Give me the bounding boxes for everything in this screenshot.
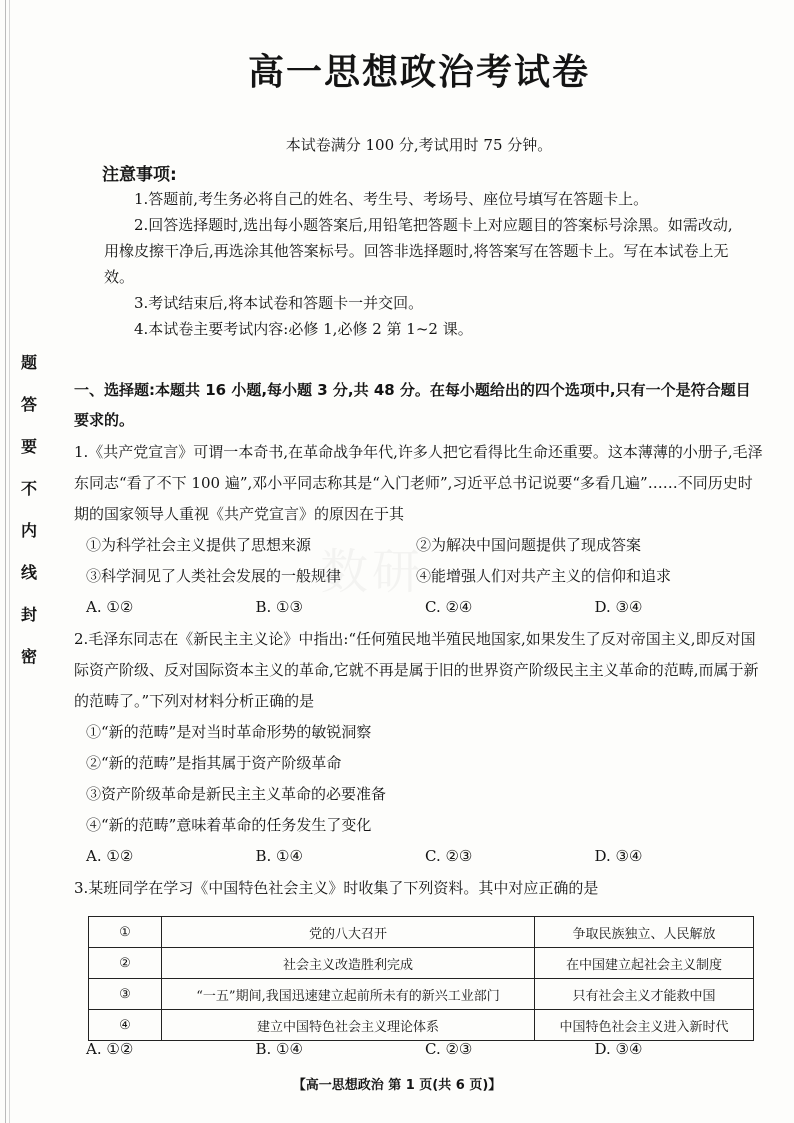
exam-info: 本试卷满分 100 分,考试用时 75 分钟。 <box>285 136 553 154</box>
table-cell: “一五”期间,我国迅速建立起前所未有的新兴工业部门 <box>162 979 535 1010</box>
choice-d: D. ③④ <box>594 1040 643 1058</box>
notice-list <box>104 186 744 342</box>
question-stem: 3.某班同学在学习《中国特色社会主义》时收集了下列资料。其中对应正确的是 <box>74 879 599 897</box>
seal-char: 内 <box>20 521 37 540</box>
notice-item: 1.答题前,考生务必将自己的姓名、考生号、考场号、座位号填写在答题卡上。 <box>134 190 649 208</box>
question-1 <box>74 437 764 623</box>
binding-rule <box>5 0 6 1123</box>
choice-b: B. ①③ <box>255 598 303 616</box>
table-cell: ③ <box>89 979 162 1010</box>
table-cell: ② <box>89 948 162 979</box>
question-options <box>74 530 764 592</box>
seal-line-text <box>14 355 44 691</box>
choice-c: C. ②④ <box>425 598 473 616</box>
choice-b: B. ①④ <box>255 1040 303 1058</box>
table-row <box>89 948 754 979</box>
table-cell: 社会主义改造胜利完成 <box>162 948 535 979</box>
choice-d: D. ③④ <box>594 847 643 865</box>
section-heading: 一、选择题:本题共 16 小题,每小题 3 分,共 48 分。在每小题给出的四个选项中,只有一个是符合题目要求的。 <box>74 381 751 429</box>
question-3 <box>74 873 764 904</box>
option-item: ④能增强人们对共产主义的信仰和追求 <box>416 567 672 585</box>
table-cell: ① <box>89 917 162 948</box>
option-item: ②“新的范畴”是指其属于资产阶级革命 <box>86 754 342 772</box>
notice-heading: 注意事项: <box>102 165 177 185</box>
notice-item: 2.回答选择题时,选出每小题答案后,用铅笔把答题卡上对应题目的答案标号涂黑。如需改动,用橡皮擦干净后,再选涂其他答案标号。回答非选择题时,将答案写在答题卡上。写在本试卷上无效。 <box>104 216 733 286</box>
seal-char: 要 <box>20 437 37 456</box>
page-footer: 【高一思想政治 第 1 页(共 6 页)】 <box>292 1078 502 1093</box>
table-cell: 党的八大召开 <box>162 917 535 948</box>
option-item: ①为科学社会主义提供了思想来源 <box>86 536 312 554</box>
choice-c: C. ②③ <box>425 1040 473 1058</box>
option-item: ④“新的范畴”意味着革命的任务发生了变化 <box>86 816 372 834</box>
seal-char: 线 <box>20 563 37 582</box>
notice-item: 4.本试卷主要考试内容:必修 1,必修 2 第 1~2 课。 <box>134 320 473 338</box>
option-item: ①“新的范畴”是对当时革命形势的敏锐洞察 <box>86 723 372 741</box>
answer-choices <box>74 841 764 872</box>
seal-char: 题 <box>20 353 37 372</box>
choice-b: B. ①④ <box>255 847 303 865</box>
table-cell: 建立中国特色社会主义理论体系 <box>162 1010 535 1041</box>
option-item: ③资产阶级革命是新民主主义革命的必要准备 <box>86 785 387 803</box>
answer-choices <box>74 592 764 623</box>
choice-a: A. ①② <box>86 1040 134 1058</box>
material-table <box>88 916 754 1041</box>
table-cell: 争取民族独立、人民解放 <box>535 917 754 948</box>
option-item: ②为解决中国问题提供了现成答案 <box>416 536 642 554</box>
table-cell: 中国特色社会主义进入新时代 <box>535 1010 754 1041</box>
binding-rule-inner <box>9 0 10 1123</box>
choice-c: C. ②③ <box>425 847 473 865</box>
choice-a: A. ①② <box>86 598 134 616</box>
table-cell: 在中国建立起社会主义制度 <box>535 948 754 979</box>
question-2 <box>74 624 764 872</box>
seal-char: 封 <box>20 605 37 624</box>
table-cell: ④ <box>89 1010 162 1041</box>
page-title: 高一思想政治考试卷 <box>247 52 590 93</box>
choice-d: D. ③④ <box>594 598 643 616</box>
question-stem: 2.毛泽东同志在《新民主主义论》中指出:“任何殖民地半殖民地国家,如果发生了反对帝国主义,即反对国际资产阶级、反对国际资本主义的革命,它就不再是属于旧的世界资产阶级民主主义革命的范畴,而属于新的范畴了。”下列对材料分析正确的是 <box>74 630 759 710</box>
choice-a: A. ①② <box>86 847 134 865</box>
seal-char: 不 <box>20 479 37 498</box>
watermark: 数研 <box>320 544 425 600</box>
notice-item: 3.考试结束后,将本试卷和答题卡一并交回。 <box>134 294 424 312</box>
seal-char: 密 <box>20 647 37 666</box>
question-stem: 1.《共产党宣言》可谓一本奇书,在革命战争年代,许多人把它看得比生命还重要。这本薄薄的小册子,毛泽东同志“看了不下 100 遍”,邓小平同志称其是“入门老师”,习近平总书记说要“多看几遍”……不同历史时期的国家领导人重视《共产党宣言》的原因在于其 <box>74 443 763 523</box>
table-row <box>89 917 754 948</box>
option-item: ③科学洞见了人类社会发展的一般规律 <box>86 567 342 585</box>
table-row <box>89 1010 754 1041</box>
seal-char: 答 <box>20 395 37 414</box>
answer-choices <box>74 1040 764 1058</box>
table-row <box>89 979 754 1010</box>
table-cell: 只有社会主义才能救中国 <box>535 979 754 1010</box>
